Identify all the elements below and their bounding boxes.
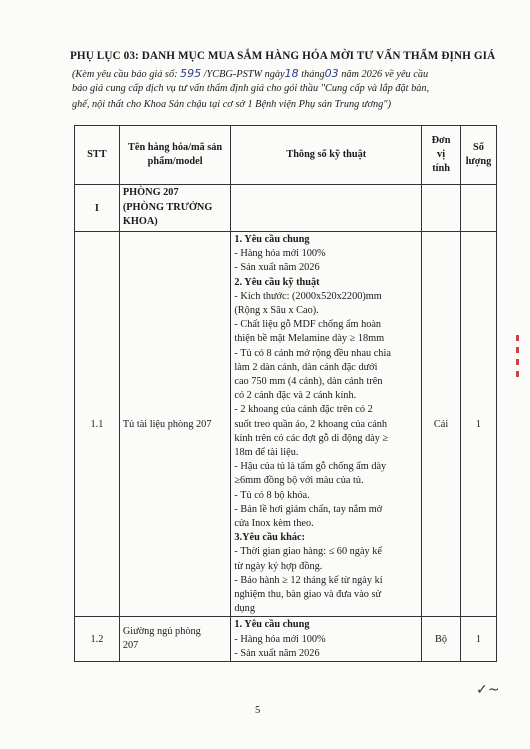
header-unit-line: tính bbox=[432, 163, 450, 174]
spec-line: dụng bbox=[234, 603, 255, 615]
section-name-line: (PHÒNG TRƯỞNG bbox=[122, 201, 213, 213]
spec-line: 1. Yêu cầu chung bbox=[234, 619, 310, 631]
row-name bbox=[119, 617, 231, 662]
subtitle-text: (Kèm yêu cầu báo giá số: bbox=[72, 69, 181, 80]
spec-line: 3.Yêu cầu khác: bbox=[234, 532, 306, 544]
margin-marks bbox=[516, 335, 522, 415]
section-name-line: KHOA) bbox=[122, 216, 158, 228]
table-row bbox=[75, 232, 497, 617]
procurement-table bbox=[74, 125, 497, 662]
subtitle-text: năm 2026 về yêu cầu bbox=[338, 69, 429, 80]
spec-line: - Sản xuất năm 2026 bbox=[234, 262, 320, 274]
header-name-line: Tên hàng hóa/mã sản bbox=[128, 142, 223, 153]
spec-line: - Tủ có 8 cánh mở rộng đều nhau chia bbox=[234, 347, 391, 359]
row-name: Tủ tài liệu phòng 207 bbox=[119, 232, 231, 617]
signature-initials: ✓~ bbox=[476, 682, 500, 698]
header-qty-line: Số bbox=[473, 142, 484, 153]
spec-line: nghiệm thu, bàn giao và đưa vào sử bbox=[234, 589, 382, 601]
spec-line: - Chất liệu gỗ MDF chống ẩm hoàn bbox=[234, 319, 382, 331]
section-unit-empty bbox=[422, 185, 461, 232]
subtitle-line-1 bbox=[72, 67, 492, 80]
row-spec bbox=[231, 232, 422, 617]
section-qty-empty bbox=[461, 185, 497, 232]
header-unit bbox=[422, 126, 461, 185]
spec-line: từ ngày ký hợp đồng. bbox=[234, 560, 323, 572]
header-unit-line: vị bbox=[437, 149, 446, 160]
header-unit-line: Đơn bbox=[431, 135, 451, 146]
section-name bbox=[119, 185, 231, 232]
section-row bbox=[75, 185, 497, 232]
page-number: 5 bbox=[255, 705, 261, 716]
header-qty-line: lượng bbox=[465, 156, 492, 167]
row-spec bbox=[231, 617, 422, 662]
spec-line: - Sản xuất năm 2026 bbox=[234, 647, 320, 659]
spec-line: cửa Inox kèm theo. bbox=[234, 518, 314, 530]
spec-line: 1. Yêu cầu chung bbox=[234, 234, 310, 245]
header-spec: Thông số kỹ thuật bbox=[231, 126, 422, 185]
subtitle-text: /YCBG-PSTW ngày bbox=[201, 69, 285, 80]
spec-line: - Hàng hóa mới 100% bbox=[234, 633, 326, 645]
row-name-line: Giường ngủ phòng bbox=[122, 626, 201, 638]
spec-line: 18m để tài liệu. bbox=[234, 447, 299, 459]
spec-line: kính trên có các đợt gỗ di động dày ≥ bbox=[234, 432, 389, 444]
spec-line: ≥6mm đồng bộ với màu của tủ. bbox=[234, 475, 364, 487]
subtitle-line-3: ghế, nội thất cho Khoa Sản chậu tại cơ sở 1 Bệnh viện Phụ sản Trung ương") bbox=[72, 99, 392, 110]
handwritten-month: 03 bbox=[324, 67, 339, 80]
table-row bbox=[75, 617, 497, 662]
section-spec-empty bbox=[231, 185, 422, 232]
spec-line: làm 2 dàn cánh, dàn cánh đặc dưới bbox=[234, 361, 378, 373]
document-title: PHỤ LỤC 03: DANH MỤC MUA SẮM HÀNG HÓA MỜI TƯ VẤN THẨM ĐỊNH GIÁ bbox=[70, 50, 496, 62]
spec-line: suốt treo quần áo, 2 khoang của cánh bbox=[234, 418, 388, 430]
section-stt: I bbox=[75, 185, 120, 232]
row-name-line: 207 bbox=[122, 640, 139, 652]
spec-line: - Kích thước: (2000x520x2200)mm bbox=[234, 290, 382, 302]
spec-line: - Bảo hành ≥ 12 tháng kể từ ngày kí bbox=[234, 574, 383, 586]
row-qty: 1 bbox=[461, 617, 497, 662]
subtitle-text: tháng bbox=[298, 69, 325, 80]
header-qty bbox=[461, 126, 497, 185]
spec-line: có 2 cánh đặc và 2 cánh kính. bbox=[234, 390, 357, 402]
spec-line: - Thời gian giao hàng: ≤ 60 ngày kể bbox=[234, 546, 382, 558]
subtitle-line-2: báo giá cung cấp dịch vụ tư vấn thẩm định giá cho gói thầu "Cung cấp và lắp đặt bàn, bbox=[72, 83, 430, 94]
table-header-row bbox=[75, 126, 497, 185]
spec-line: cao 750 mm (4 cánh), dàn cánh trên bbox=[234, 376, 383, 388]
row-stt: 1.2 bbox=[75, 617, 120, 662]
spec-line: - 2 khoang của cánh đặc trên có 2 bbox=[234, 404, 373, 416]
row-unit: Bộ bbox=[422, 617, 461, 662]
spec-line: (Rộng x Sâu x Cao). bbox=[234, 305, 319, 317]
spec-line: - Hàng hóa mới 100% bbox=[234, 248, 326, 260]
row-stt: 1.1 bbox=[75, 232, 120, 617]
spec-line: - Bản lề hơi giảm chấn, tay nắm mở bbox=[234, 503, 383, 515]
spec-line: - Tủ có 8 bộ khóa. bbox=[234, 489, 310, 501]
spec-line: - Hậu của tủ là tấm gỗ chống ẩm dày bbox=[234, 461, 387, 473]
header-name-line: phẩm/model bbox=[147, 156, 203, 167]
spec-line: thiện bề mặt Melamine dày ≥ 18mm bbox=[234, 333, 385, 345]
section-name-line: PHÒNG 207 bbox=[122, 187, 179, 199]
handwritten-day: 18 bbox=[284, 67, 299, 80]
header-stt: STT bbox=[75, 126, 120, 185]
spec-line: 2. Yêu cầu kỹ thuật bbox=[234, 276, 320, 288]
handwritten-number: 595 bbox=[180, 67, 202, 80]
row-unit: Cái bbox=[422, 232, 461, 617]
row-qty: 1 bbox=[461, 232, 497, 617]
header-name bbox=[119, 126, 231, 185]
